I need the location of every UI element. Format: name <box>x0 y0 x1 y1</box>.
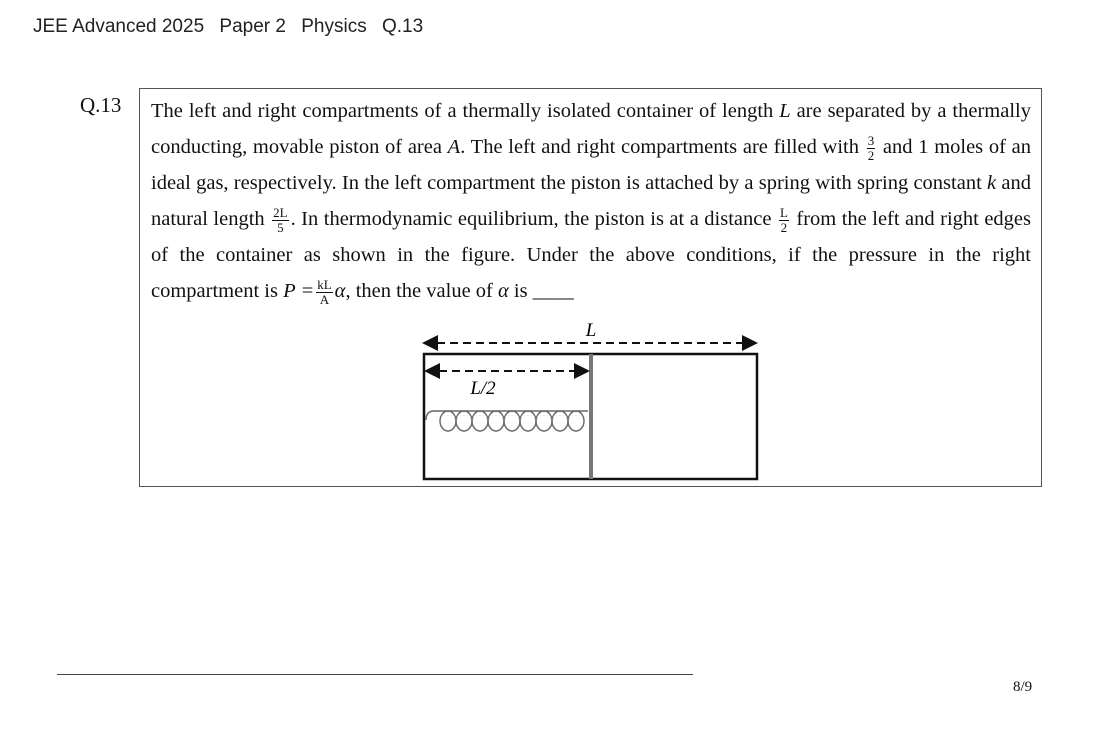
question-text <box>151 93 1031 309</box>
question-box <box>139 88 1042 487</box>
var-k: k <box>987 172 997 194</box>
fraction-three-halves <box>867 134 876 163</box>
text-part-2: are separated by a thermally conducting, movable piston of area <box>151 100 1031 158</box>
text-part-8: , then the value of <box>345 280 498 302</box>
text-part-1: The left and right compartments of a thermally isolated container of length <box>151 100 780 122</box>
spring <box>426 411 588 431</box>
var-L: L <box>779 100 791 122</box>
text-part-9: is ____ <box>508 280 574 302</box>
footer-divider <box>57 674 693 675</box>
label-length-total: L <box>585 320 597 341</box>
page-header <box>33 16 433 38</box>
var-alpha: α <box>334 280 346 302</box>
fraction-numerator: kL <box>317 276 332 292</box>
var-alpha-2: α <box>498 280 509 302</box>
fraction-kl-over-a <box>316 278 332 307</box>
text-part-5: and natural length <box>151 172 1031 230</box>
fraction-numerator: L <box>779 204 788 220</box>
header-paper: Paper 2 <box>219 16 286 37</box>
fraction-l-over-two <box>779 206 789 235</box>
text-part-4: and 1 moles of an ideal gas, respectively. In the left compartment the piston is attached by a spring with spring constant <box>151 136 1032 194</box>
header-subject: Physics <box>301 16 367 37</box>
page-number: 8/9 <box>1013 679 1033 695</box>
fraction-denominator: 2 <box>780 219 788 235</box>
header-exam: JEE Advanced 2025 <box>33 16 205 37</box>
var-A: A <box>447 136 461 158</box>
fraction-denominator: A <box>319 291 330 307</box>
fraction-denominator: 5 <box>277 219 284 235</box>
text-part-6: . In thermodynamic equilibrium, the piston is at a distance <box>290 208 777 230</box>
text-part-7: from the left and right edges of the container as shown in the figure. Under the above conditions, if the pressure in the right compartment is <box>151 208 1032 302</box>
question-number: Q.13 <box>80 93 122 117</box>
piston-figure <box>416 318 766 483</box>
label-half-length: L/2 <box>470 378 496 399</box>
fraction-denominator: 2 <box>867 147 875 163</box>
text-part-3: . The left and right compartments are filled with <box>460 136 865 158</box>
fraction-two-l-over-five <box>272 206 288 235</box>
pressure-equation: P = <box>283 280 315 302</box>
fraction-numerator: 2L <box>273 204 288 220</box>
fraction-numerator: 3 <box>867 132 875 148</box>
header-question: Q.13 <box>382 16 424 37</box>
